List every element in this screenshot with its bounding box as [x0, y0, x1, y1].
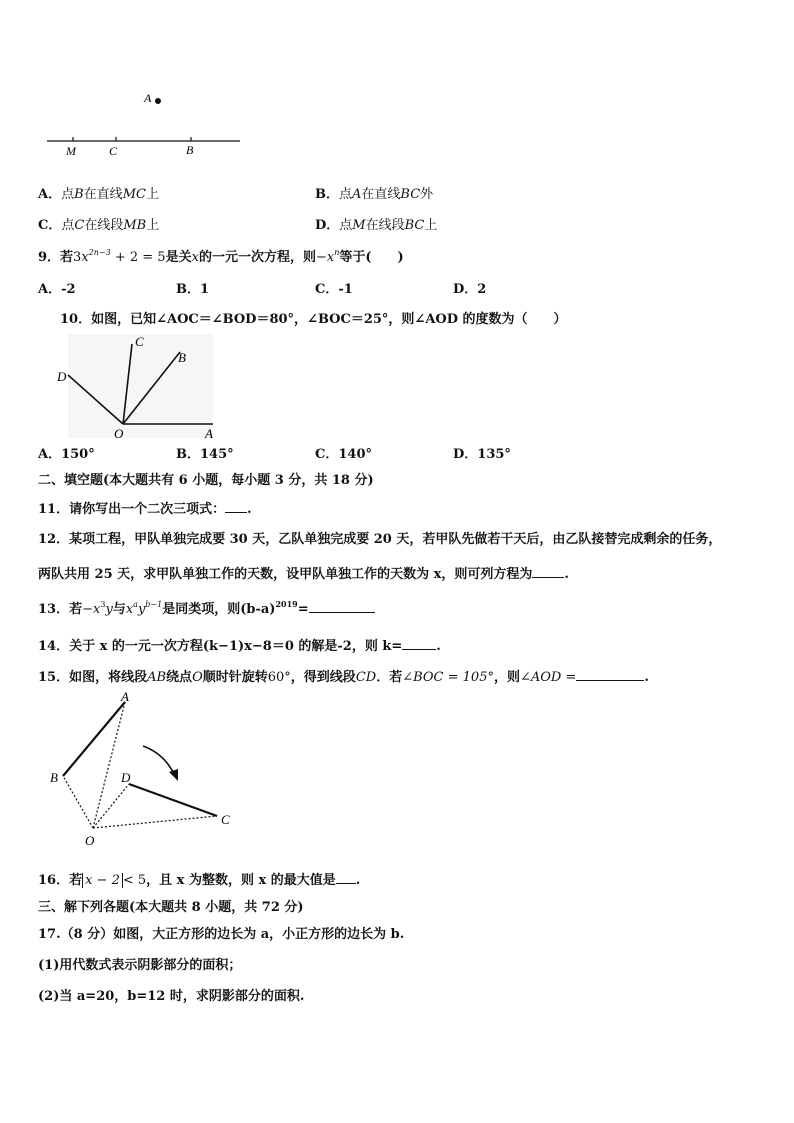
q8-option-a: A．点B在直线MC上 [38, 187, 159, 202]
rotation-arrow [143, 746, 175, 776]
q14: 14．关于 x 的一元一次方程(k−1)x−8＝0 的解是-2，则 k= . [38, 636, 441, 655]
q17-part2: (2)当 a=20，b=12 时，求阴影部分的面积. [38, 989, 305, 1004]
section-2-heading: 二、填空题(本大题共有 6 小题，每小题 3 分，共 18 分) [38, 473, 374, 488]
q15-stem: 15．如图，将线段AB绕点O顺时针旋转60°，得到线段CD．若∠BOC = 105°，则∠AOD = . [38, 667, 649, 686]
section-3-heading: 三、解下列各题(本大题共 8 小题，共 72 分) [38, 900, 304, 915]
q11: 11．请你写出一个二次三项式： . [38, 499, 252, 518]
q10-option-a: A．150° [38, 447, 95, 462]
q10-option-b: B．145° [176, 447, 234, 462]
label-o: O [114, 426, 124, 441]
q9-stem: 9．若$3x^{2n-3} + 2 = 5$是关x的一元一次方程，则$-x^n$等于( ) [38, 248, 404, 265]
q17-part1: (1)用代数式表示阴影部分的面积； [38, 958, 242, 973]
q13: 13．若$-x^3y$与$x^ay^{b-1}$是同类项，则$(b-a)^{2019}=$ [38, 599, 375, 618]
label-b: B [178, 350, 186, 365]
label-c: C [109, 144, 118, 158]
q9-option-d: D．2 [453, 282, 487, 297]
q10-stem: 10．如图，已知∠AOC＝∠BOD＝80°，∠BOC＝25°，则∠AOD 的度数为（ ） [60, 312, 567, 327]
label-b: B [186, 143, 194, 157]
q16: 16．若 x − 2 < 5，且 x 为整数，则 x 的最大值是 . [38, 870, 360, 889]
label-a: A [144, 91, 152, 105]
label-d: D [57, 369, 67, 384]
label-a: A [205, 426, 213, 441]
label-c: C [221, 812, 230, 827]
label-a: A [121, 689, 129, 704]
figure-angles-aob [50, 330, 225, 445]
q10-option-c: C．140° [315, 447, 372, 462]
figure-line-mcb [40, 85, 250, 160]
label-m: M [66, 144, 76, 158]
q9-option-c: C．-1 [315, 282, 353, 297]
q8-option-c: C．点C在线段MB上 [38, 218, 160, 233]
point-a [155, 98, 161, 104]
q9-option-a: A．-2 [38, 282, 76, 297]
q12-line2: 两队共用 25 天，求甲队单独工作的天数，设甲队单独工作的天数为 x，则可列方程为 . [38, 564, 569, 583]
label-c: C [135, 334, 144, 349]
q12-line1: 12．某项工程，甲队单独完成要 30 天，乙队单独完成要 20 天，若甲队先做若干天后，由乙队接替完成剩余的任务， [38, 532, 722, 547]
q8-option-b: B．点A在直线BC外 [315, 187, 434, 202]
figure-rotation [45, 688, 245, 848]
q17-stem: 17.（8 分）如图，大正方形的边长为 a，小正方形的边长为 b. [38, 927, 405, 942]
q9-option-b: B．1 [176, 282, 210, 297]
q8-option-d: D．点M在线段BC上 [315, 218, 438, 233]
q10-option-d: D．135° [453, 447, 511, 462]
label-b: B [50, 770, 58, 785]
label-d: D [121, 770, 131, 785]
label-o: O [85, 833, 95, 848]
